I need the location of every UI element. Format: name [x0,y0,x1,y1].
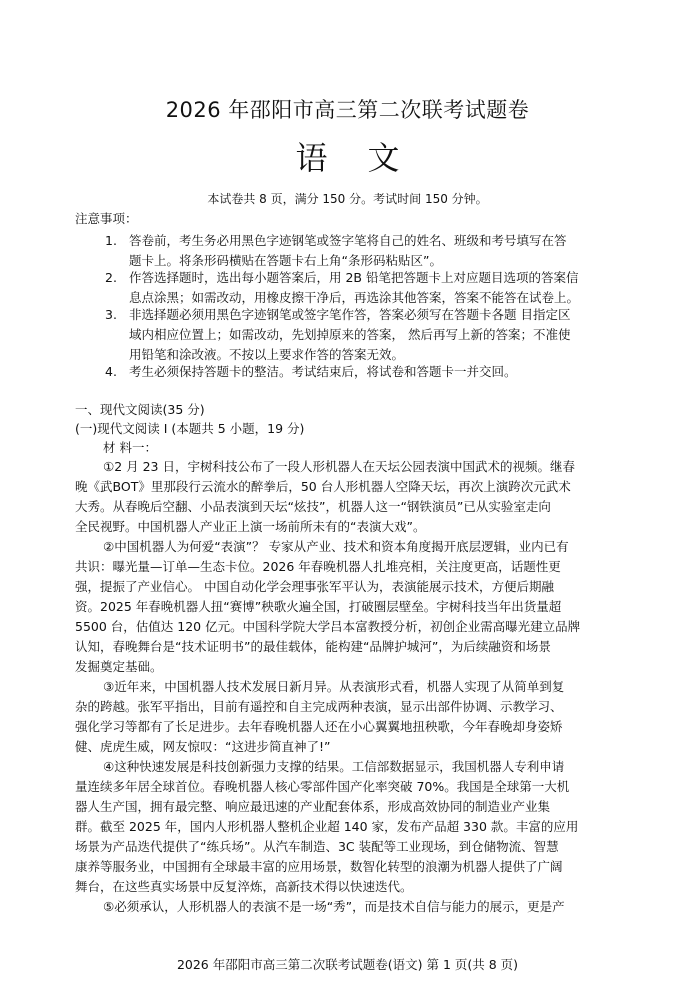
paragraph-line: 大秀。从春晚后空翻、小品表演到天坛“炫技”，机器人这一“钢铁演员”已从实验室走向 [75,499,551,514]
page-footer: 2026 年邵阳市高三第二次联考试题卷(语文) 第 1 页(共 8 页) [176,957,519,972]
paragraph-line: 杂的跨越。张军平指出，目前有遥控和自主完成两种表演，显示出部件协调、示教学习、 [75,699,563,714]
section-subheading: (一)现代文阅读 Ⅰ (本题共 5 小题，19 分) [75,421,305,436]
paragraph-line: ④这种快速发展是科技创新强力支撑的结果。工信部数据显示，我国机器人专利申请 [103,759,565,774]
notice-item-number: 2. [105,270,117,285]
notice-item-line: 息点涂黑；如需改动，用橡皮擦干净后，再选涂其他答案，答案不能答在试卷上。 [129,290,580,305]
notice-item-number: 1. [105,233,117,248]
paragraph-line: 5500 台，估值达 120 亿元。中国科学院大学吕本富教授分析，初创企业需高曝光建立品牌 [75,619,581,634]
paragraph-line: ⑤必须承认，人形机器人的表演不是一场“秀”，而是技术自信与能力的展示，更是产 [103,899,565,914]
paragraph-line: 强化学习等都有了长足进步。去年春晚机器人还在小心翼翼地扭秧歌，今年春晚却身姿矫 [75,719,563,734]
paragraph-line: 康养等服务业，中国拥有全球最丰富的应用场景，数智化转型的浪潮为机器人提供了广阔 [75,859,563,874]
paragraph-line: 晚《武BOT》里那段行云流水的醉拳后，50 台人形机器人空降天坛，再次上演跨次元武术 [75,479,571,494]
paragraph-line: 发掘奠定基础。 [75,659,163,674]
notice-label: 注意事项： [75,211,138,226]
notice-item-line: 考生必须保持答题卡的整洁。考试结束后，将试卷和答题卡一并交回。 [129,364,517,379]
section-heading: 一、现代文阅读(35 分) [75,402,205,417]
exam-title: 2026 年邵阳市高三第二次联考试题卷 [165,98,530,122]
paragraph-line: 量连续多年居全球首位。春晚机器人核心零部件国产化率突破 70%。我国是全球第一大机 [75,779,570,794]
exam-intro: 本试卷共 8 页，满分 150 分。考试时间 150 分钟。 [207,192,488,206]
paragraph-line: 健、虎虎生威，网友惊叹：“这进步简直神了!” [75,739,331,754]
notice-item-line: 用铅笔和涂改液。不按以上要求作答的答案无效。 [129,347,405,362]
paragraph-line: 资。2025 年春晚机器人扭“赛博”秧歌火遍全国，打破圈层壁垒。宇树科技当年出货量超 [75,599,562,614]
paragraph-line: 场景为产品迭代提供了“练兵场”。从汽车制造、3C 装配等工业现场，到仓储物流、智慧 [75,839,559,854]
material-label: 材 料一： [103,440,157,455]
paragraph-line: ③近年来，中国机器人技术发展日新月异。从表演形式看，机器人实现了从简单到复 [103,679,565,694]
paragraph-line: 群。截至 2025 年，国内人形机器人整机企业超 140 家，发布产品超 330 款。丰富的应用 [75,819,579,834]
paragraph-line: 认知，春晚舞台是“技术证明书”的最佳载体，能构建“品牌护城河”，为后续融资和场景 [75,639,551,654]
paragraph-line: 共识：曝光量—订单—生态卡位。2026 年春晚机器人扎堆亮相，关注度更高，话题性更 [75,559,561,574]
subject-title: 语文 [295,139,440,177]
notice-item-number: 3. [105,307,117,322]
notice-item-number: 4. [105,364,117,379]
notice-item-line: 作答选择题时，选出每小题答案后，用 2B 铅笔把答题卡上对应题目选项的答案信 [129,270,579,285]
notice-item-line: 非选择题必须用黑色字迹钢笔或签字笔作答，答案必须写在答题卡各题 目指定区 [129,307,571,322]
paragraph-line: 器人生产国，拥有最完整、响应最迅速的产业配套体系，形成高效协同的制造业产业集 [75,799,551,814]
notice-item-line: 题卡上。将条形码横贴在答题卡右上角“条形码粘贴区”。 [129,253,442,268]
paragraph-line: 全民视野。中国机器人产业正上演一场前所未有的“表演大戏”。 [75,519,426,534]
paragraph-line: ②中国机器人为何爱“表演”？ 专家从产业、技术和资本角度揭开底层逻辑，业内已有 [103,539,569,554]
paragraph-line: 舞台，在这些真实场景中反复淬炼，高新技术得以快速迭代。 [75,879,413,894]
notice-item-line: 域内相应位置上；如需改动，先划掉原来的答案， 然后再写上新的答案；不准使 [129,327,571,342]
paragraph-line: ①2 月 23 日，宇树科技公布了一段人形机器人在天坛公园表演中国武术的视频。继春 [103,459,575,474]
paragraph-line: 强，提振了产业信心。 中国自动化学会理事张军平认为，表演能展示技术，方便后期融 [75,579,554,594]
notice-item-line: 答卷前，考生务必用黑色字迹钢笔或签字笔将自己的姓名、班级和考号填写在答 [129,233,567,248]
